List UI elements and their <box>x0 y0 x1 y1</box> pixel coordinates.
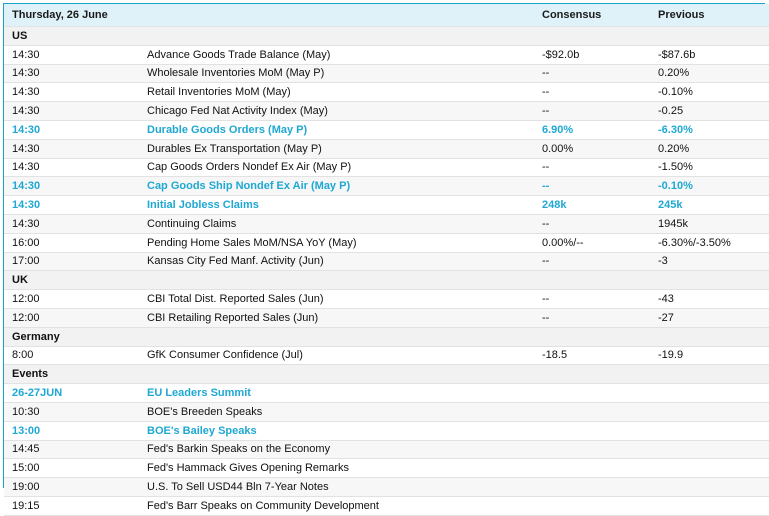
section-row <box>4 27 769 46</box>
row-time: 12:00 <box>4 290 147 309</box>
row-previous: -27 <box>658 308 769 327</box>
row-consensus: 0.00% <box>542 139 658 158</box>
row-time: 14:30 <box>4 45 147 64</box>
header-date: Thursday, 26 June <box>4 4 147 27</box>
row-previous: 1945k <box>658 214 769 233</box>
row-previous: -1.50% <box>658 158 769 177</box>
row-consensus: -- <box>542 177 658 196</box>
row-time: 14:30 <box>4 214 147 233</box>
row-event: Fed's Barkin Speaks on the Economy <box>147 440 542 459</box>
table-row <box>4 252 769 271</box>
section-row <box>4 365 769 384</box>
row-event: Continuing Claims <box>147 214 542 233</box>
row-time: 14:30 <box>4 177 147 196</box>
table-row <box>4 177 769 196</box>
row-previous: -$87.6b <box>658 45 769 64</box>
row-event: Kansas City Fed Manf. Activity (Jun) <box>147 252 542 271</box>
table-row <box>4 196 769 215</box>
row-previous <box>658 496 769 515</box>
row-consensus: -$92.0b <box>542 45 658 64</box>
header-consensus: Consensus <box>542 4 658 27</box>
row-previous: -43 <box>658 290 769 309</box>
table-row <box>4 214 769 233</box>
row-previous <box>658 402 769 421</box>
row-time: 19:00 <box>4 478 147 497</box>
table-row <box>4 384 769 403</box>
row-consensus <box>542 496 658 515</box>
table-row <box>4 64 769 83</box>
table-row <box>4 233 769 252</box>
section-row <box>4 327 769 346</box>
table-row <box>4 83 769 102</box>
row-previous: -3 <box>658 252 769 271</box>
table-row <box>4 45 769 64</box>
row-consensus: -- <box>542 252 658 271</box>
row-time: 17:00 <box>4 252 147 271</box>
row-consensus <box>542 478 658 497</box>
row-event: BOE's Bailey Speaks <box>147 421 542 440</box>
table-row <box>4 120 769 139</box>
row-event: Advance Goods Trade Balance (May) <box>147 45 542 64</box>
table-row <box>4 158 769 177</box>
row-previous: -0.25 <box>658 102 769 121</box>
row-event: Durables Ex Transportation (May P) <box>147 139 542 158</box>
row-previous <box>658 459 769 478</box>
row-event: EU Leaders Summit <box>147 384 542 403</box>
row-consensus <box>542 402 658 421</box>
row-time: 14:30 <box>4 102 147 121</box>
row-time: 12:00 <box>4 308 147 327</box>
row-consensus: -- <box>542 83 658 102</box>
header-event <box>147 4 542 27</box>
row-event: Fed's Hammack Gives Opening Remarks <box>147 459 542 478</box>
table-row <box>4 346 769 365</box>
row-consensus: -- <box>542 214 658 233</box>
calendar-body <box>4 4 769 515</box>
row-time: 14:30 <box>4 83 147 102</box>
row-time: 14:30 <box>4 139 147 158</box>
row-time: 10:30 <box>4 402 147 421</box>
section-title: Germany <box>4 327 769 346</box>
row-time: 15:00 <box>4 459 147 478</box>
row-previous <box>658 421 769 440</box>
row-consensus: 248k <box>542 196 658 215</box>
row-event: Cap Goods Orders Nondef Ex Air (May P) <box>147 158 542 177</box>
table-row <box>4 102 769 121</box>
row-event: Durable Goods Orders (May P) <box>147 120 542 139</box>
row-time: 26-27JUN <box>4 384 147 403</box>
table-row <box>4 139 769 158</box>
row-previous: -0.10% <box>658 83 769 102</box>
row-consensus: -- <box>542 290 658 309</box>
row-event: CBI Total Dist. Reported Sales (Jun) <box>147 290 542 309</box>
header-previous: Previous <box>658 4 769 27</box>
row-time: 16:00 <box>4 233 147 252</box>
row-consensus <box>542 384 658 403</box>
row-event: Fed's Barr Speaks on Community Development <box>147 496 542 515</box>
row-previous <box>658 384 769 403</box>
table-row <box>4 402 769 421</box>
table-row <box>4 459 769 478</box>
table-row <box>4 421 769 440</box>
row-consensus <box>542 459 658 478</box>
table-row <box>4 440 769 459</box>
row-time: 14:30 <box>4 196 147 215</box>
row-consensus: -- <box>542 308 658 327</box>
row-event: CBI Retailing Reported Sales (Jun) <box>147 308 542 327</box>
row-consensus: 0.00%/-- <box>542 233 658 252</box>
row-event: Wholesale Inventories MoM (May P) <box>147 64 542 83</box>
row-consensus <box>542 421 658 440</box>
row-time: 13:00 <box>4 421 147 440</box>
row-consensus: -18.5 <box>542 346 658 365</box>
row-event: BOE's Breeden Speaks <box>147 402 542 421</box>
row-time: 14:30 <box>4 64 147 83</box>
row-previous: -19.9 <box>658 346 769 365</box>
row-previous <box>658 478 769 497</box>
row-consensus: -- <box>542 64 658 83</box>
section-row <box>4 271 769 290</box>
row-previous: -6.30% <box>658 120 769 139</box>
section-title: Events <box>4 365 769 384</box>
row-consensus: -- <box>542 158 658 177</box>
row-previous: 245k <box>658 196 769 215</box>
row-event: GfK Consumer Confidence (Jul) <box>147 346 542 365</box>
calendar-frame <box>3 3 765 512</box>
section-title: US <box>4 27 769 46</box>
economic-calendar-table <box>4 4 769 516</box>
table-row <box>4 290 769 309</box>
row-previous: -6.30%/-3.50% <box>658 233 769 252</box>
row-previous: -0.10% <box>658 177 769 196</box>
row-event: Chicago Fed Nat Activity Index (May) <box>147 102 542 121</box>
row-previous: 0.20% <box>658 64 769 83</box>
row-event: Initial Jobless Claims <box>147 196 542 215</box>
row-time: 8:00 <box>4 346 147 365</box>
row-previous <box>658 440 769 459</box>
table-row <box>4 478 769 497</box>
row-consensus: 6.90% <box>542 120 658 139</box>
table-row <box>4 496 769 515</box>
row-previous: 0.20% <box>658 139 769 158</box>
row-consensus <box>542 440 658 459</box>
row-event: Retail Inventories MoM (May) <box>147 83 542 102</box>
row-time: 14:30 <box>4 158 147 177</box>
row-event: Pending Home Sales MoM/NSA YoY (May) <box>147 233 542 252</box>
row-event: U.S. To Sell USD44 Bln 7-Year Notes <box>147 478 542 497</box>
table-row <box>4 308 769 327</box>
section-title: UK <box>4 271 769 290</box>
row-consensus: -- <box>542 102 658 121</box>
row-time: 14:30 <box>4 120 147 139</box>
row-event: Cap Goods Ship Nondef Ex Air (May P) <box>147 177 542 196</box>
row-time: 19:15 <box>4 496 147 515</box>
header-row <box>4 4 769 27</box>
row-time: 14:45 <box>4 440 147 459</box>
